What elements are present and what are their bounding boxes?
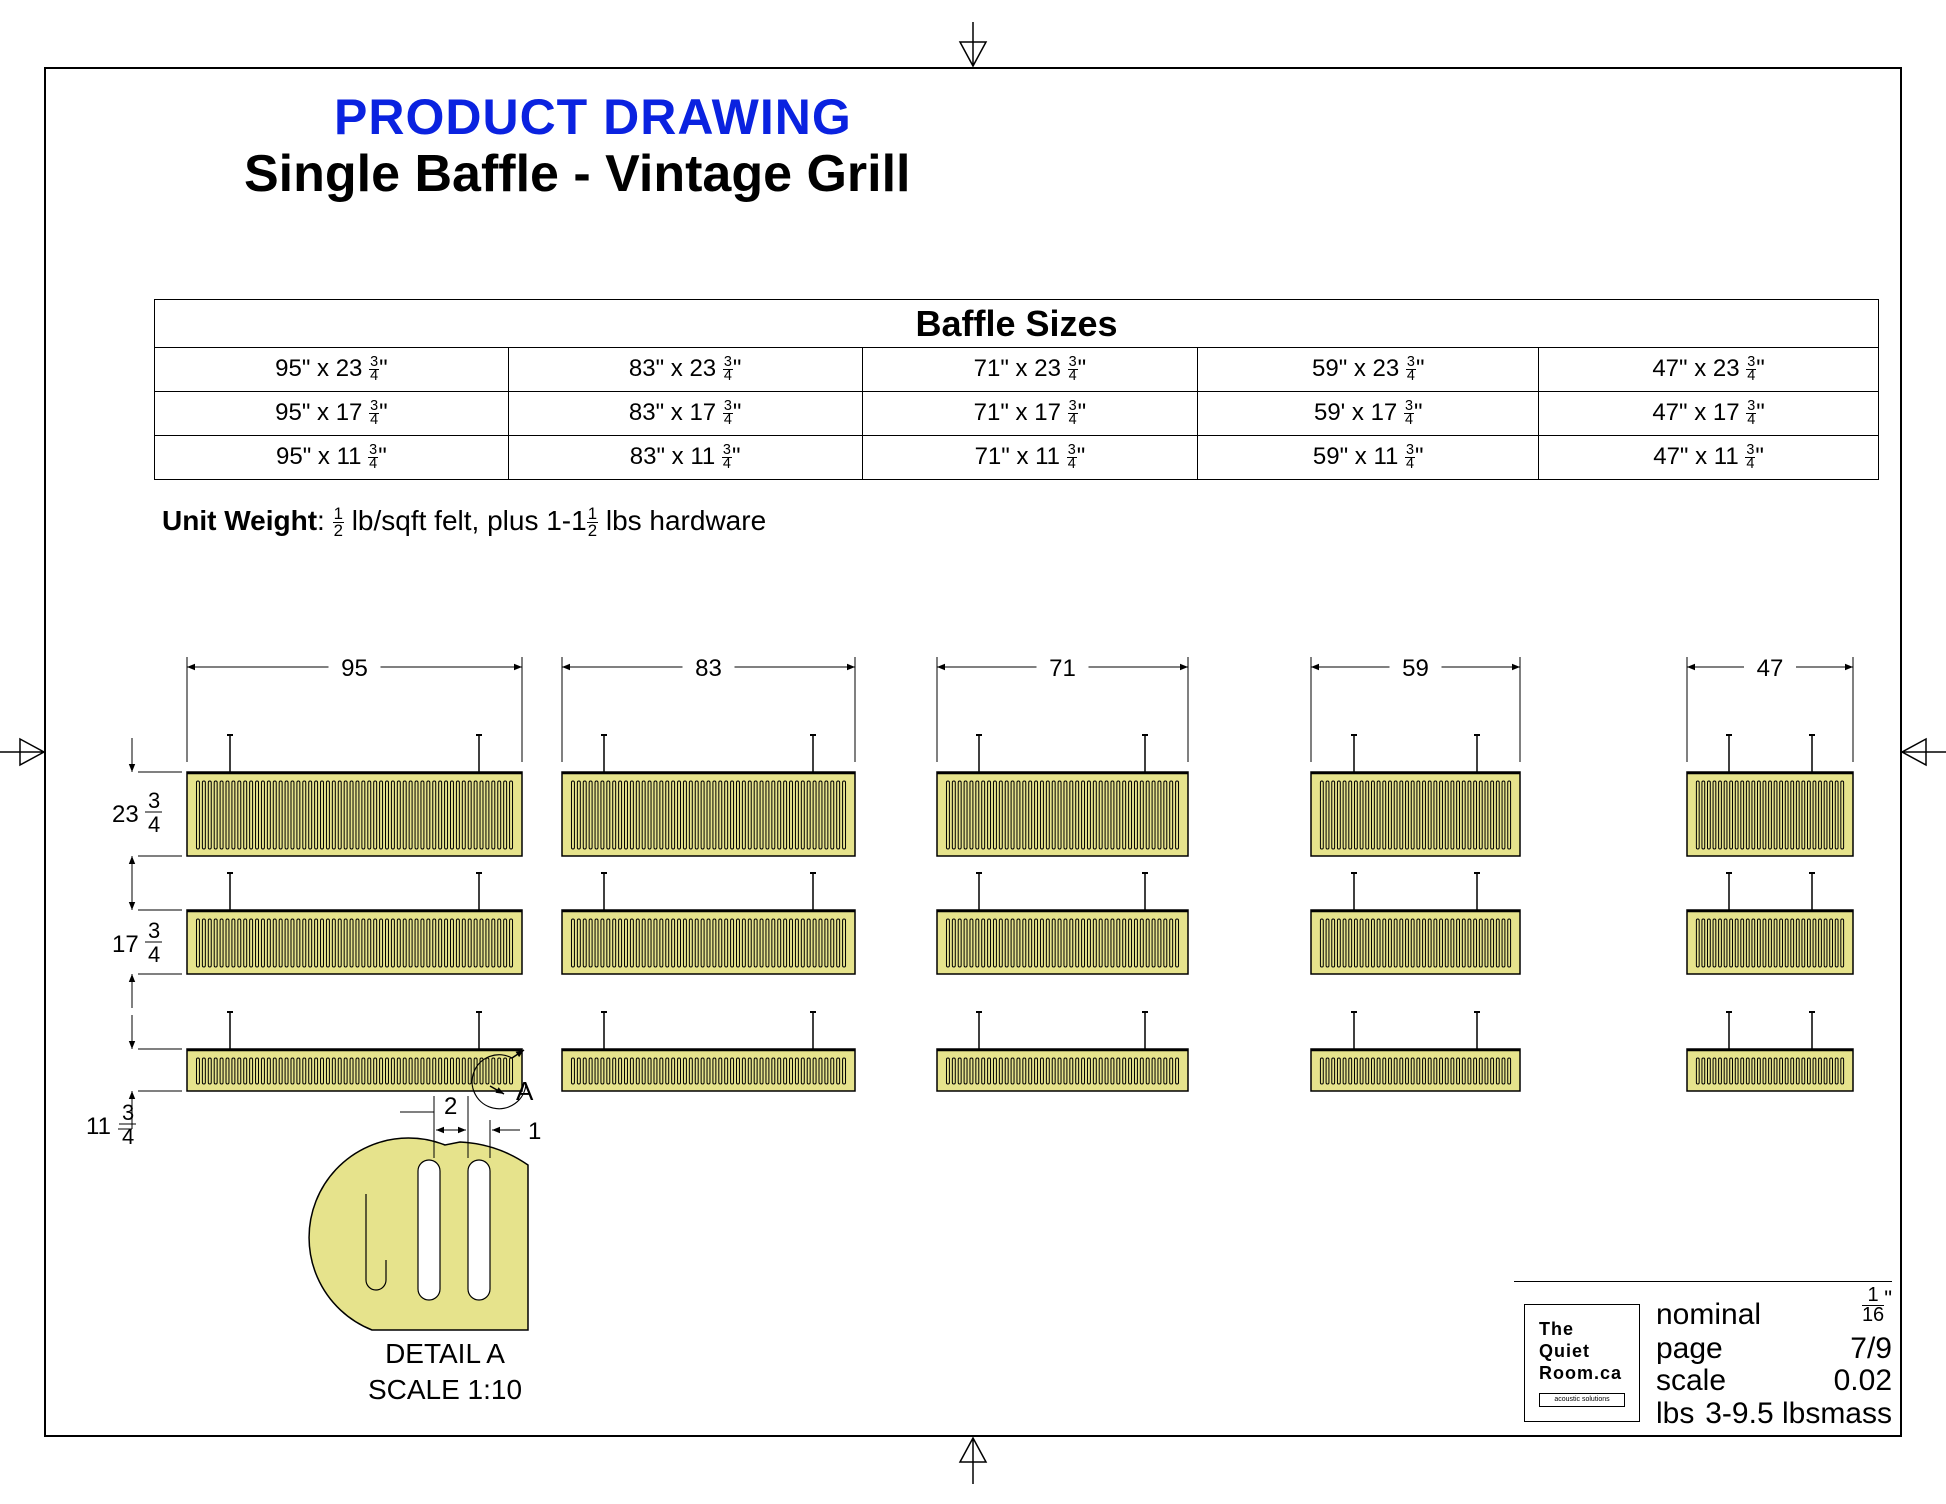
title-block-value: 3-9.5 lbsmass bbox=[1705, 1397, 1892, 1430]
width-dimension bbox=[937, 655, 1188, 762]
table-cell: 47" x 17 $\frac{3}{4}$ " bbox=[1539, 392, 1879, 436]
fraction-half: $\frac{1}{2}$ bbox=[333, 504, 343, 541]
table-cell: 95" x 11 $\frac{3}{4}$ " bbox=[155, 436, 509, 480]
table-cell: 59" x 11 $\frac{3}{4}$ " bbox=[1198, 436, 1539, 480]
detail-slot bbox=[418, 1160, 440, 1300]
baffle-panel bbox=[937, 873, 1188, 974]
panel-body bbox=[1311, 910, 1520, 974]
center-mark-bottom bbox=[960, 1438, 986, 1484]
logo-line3: Room.ca bbox=[1539, 1363, 1623, 1383]
panel-body bbox=[562, 1049, 855, 1091]
width-label: 95 bbox=[341, 655, 368, 682]
logo-line1: The bbox=[1539, 1319, 1575, 1339]
width-label: 71 bbox=[1049, 655, 1076, 682]
height-label-whole: 11 bbox=[86, 1113, 111, 1140]
title-block-rule bbox=[1514, 1281, 1892, 1282]
baffle-panel bbox=[562, 1012, 855, 1091]
baffle-panel bbox=[937, 1012, 1188, 1091]
baffle-panel bbox=[1687, 873, 1853, 974]
title-block-key: scale bbox=[1656, 1364, 1727, 1397]
callout-label: A bbox=[516, 1076, 534, 1106]
unit-weight-text1: lb/sqft felt, plus 1-1 bbox=[343, 505, 587, 536]
baffle-panel bbox=[1311, 873, 1520, 974]
baffle-panel bbox=[1687, 735, 1853, 856]
baffle-panel bbox=[1311, 1012, 1520, 1091]
baffle-panel bbox=[937, 735, 1188, 856]
panel-body bbox=[1687, 772, 1853, 856]
table-cell: 71" x 23 $\frac{3}{4}$ " bbox=[862, 348, 1198, 392]
height-dimension bbox=[112, 876, 182, 1008]
width-dimension bbox=[562, 655, 855, 762]
unit-weight-text2: lbs hardware bbox=[598, 505, 767, 536]
height-label-num: 3 bbox=[148, 918, 161, 943]
panel-body bbox=[562, 772, 855, 856]
detail-dim-label: 1 bbox=[528, 1118, 542, 1145]
width-dimension bbox=[1687, 655, 1853, 762]
title-block-key: page bbox=[1656, 1332, 1723, 1365]
panel-body bbox=[1311, 1049, 1520, 1091]
title-block-value: 7/9 bbox=[1850, 1332, 1892, 1365]
panel-body bbox=[1687, 1049, 1853, 1091]
table-cell: 83" x 17 $\frac{3}{4}$ " bbox=[508, 392, 862, 436]
company-logo bbox=[1524, 1304, 1640, 1422]
width-dimension bbox=[187, 655, 522, 762]
table-cell: 47" x 23 $\frac{3}{4}$ " bbox=[1539, 348, 1879, 392]
center-mark-top bbox=[960, 22, 986, 66]
table-cell: 71" x 17 $\frac{3}{4}$ " bbox=[862, 392, 1198, 436]
title-block-key: lbs bbox=[1656, 1397, 1695, 1430]
height-label-whole: 17 bbox=[112, 931, 139, 958]
baffle-panel bbox=[187, 873, 522, 974]
baffle-panel bbox=[1311, 735, 1520, 856]
table-cell: 59' x 17 $\frac{3}{4}$ " bbox=[1198, 392, 1539, 436]
height-label-whole: 23 bbox=[112, 801, 139, 828]
logo-subtext: acoustic solutions bbox=[1539, 1393, 1625, 1407]
table-cell: 71" x 11 $\frac{3}{4}$ " bbox=[862, 436, 1198, 480]
panel-body bbox=[562, 910, 855, 974]
baffle-panel bbox=[562, 873, 855, 974]
height-label-num: 3 bbox=[122, 1100, 135, 1125]
height-label-den: 4 bbox=[122, 1124, 135, 1149]
page-title: PRODUCT DRAWING bbox=[334, 89, 852, 145]
detail-a-shape bbox=[309, 1093, 541, 1330]
panel-body bbox=[187, 910, 522, 974]
panel-body bbox=[187, 772, 522, 856]
baffle-panel bbox=[562, 735, 855, 856]
unit-weight-label: Unit Weight bbox=[162, 505, 318, 536]
height-label-num: 3 bbox=[148, 788, 161, 813]
detail-slot bbox=[468, 1160, 490, 1300]
table-cell: 95" x 17 $\frac{3}{4}$ " bbox=[155, 392, 509, 436]
detail-dim-label: 2 bbox=[444, 1093, 458, 1120]
table-cell: 59" x 23 $\frac{3}{4}$ " bbox=[1198, 348, 1539, 392]
page-subtitle: Single Baffle - Vintage Grill bbox=[244, 145, 911, 203]
panel-body bbox=[937, 772, 1188, 856]
panel-body bbox=[937, 910, 1188, 974]
height-label-den: 4 bbox=[148, 942, 161, 967]
detail-caption bbox=[340, 1336, 550, 1408]
title-block-key: nominal bbox=[1656, 1298, 1762, 1331]
height-label-den: 4 bbox=[148, 812, 161, 837]
table-cell: 47" x 11 $\frac{3}{4}$ " bbox=[1539, 436, 1879, 480]
panel-body bbox=[1687, 910, 1853, 974]
center-mark-right bbox=[1902, 739, 1946, 765]
title-block-value: 0.02 bbox=[1833, 1364, 1892, 1397]
table-cell: 83" x 23 $\frac{3}{4}$ " bbox=[508, 348, 862, 392]
detail-a-view bbox=[309, 1050, 541, 1330]
table-heading: Baffle Sizes bbox=[155, 300, 1879, 348]
detail-caption-line1: DETAIL A bbox=[385, 1338, 505, 1369]
title-block-value: $\frac{1}{16}$ " bbox=[1861, 1284, 1892, 1326]
baffle-panels bbox=[187, 735, 1853, 1091]
table-cell: 83" x 11 $\frac{3}{4}$ " bbox=[508, 436, 862, 480]
width-label: 59 bbox=[1402, 655, 1429, 682]
baffle-panel bbox=[187, 735, 522, 856]
baffle-panel bbox=[1687, 1012, 1853, 1091]
detail-caption-line2: SCALE 1:10 bbox=[367, 1374, 523, 1405]
unit-weight-colon: : bbox=[317, 505, 325, 536]
height-dimension bbox=[86, 1015, 182, 1149]
height-dimension bbox=[112, 738, 182, 890]
panel-body bbox=[937, 1049, 1188, 1091]
width-dimension bbox=[1311, 655, 1520, 762]
panel-body bbox=[1311, 772, 1520, 856]
center-mark-left bbox=[0, 739, 44, 765]
table-cell: 95" x 23 $\frac{3}{4}$ " bbox=[155, 348, 509, 392]
width-label: 47 bbox=[1756, 655, 1784, 682]
fraction-half: $\frac{1}{2}$ bbox=[587, 504, 598, 541]
sheet-centering-marks bbox=[0, 22, 1946, 1484]
logo-line2: Quiet bbox=[1539, 1341, 1591, 1361]
width-label: 83 bbox=[695, 655, 722, 682]
